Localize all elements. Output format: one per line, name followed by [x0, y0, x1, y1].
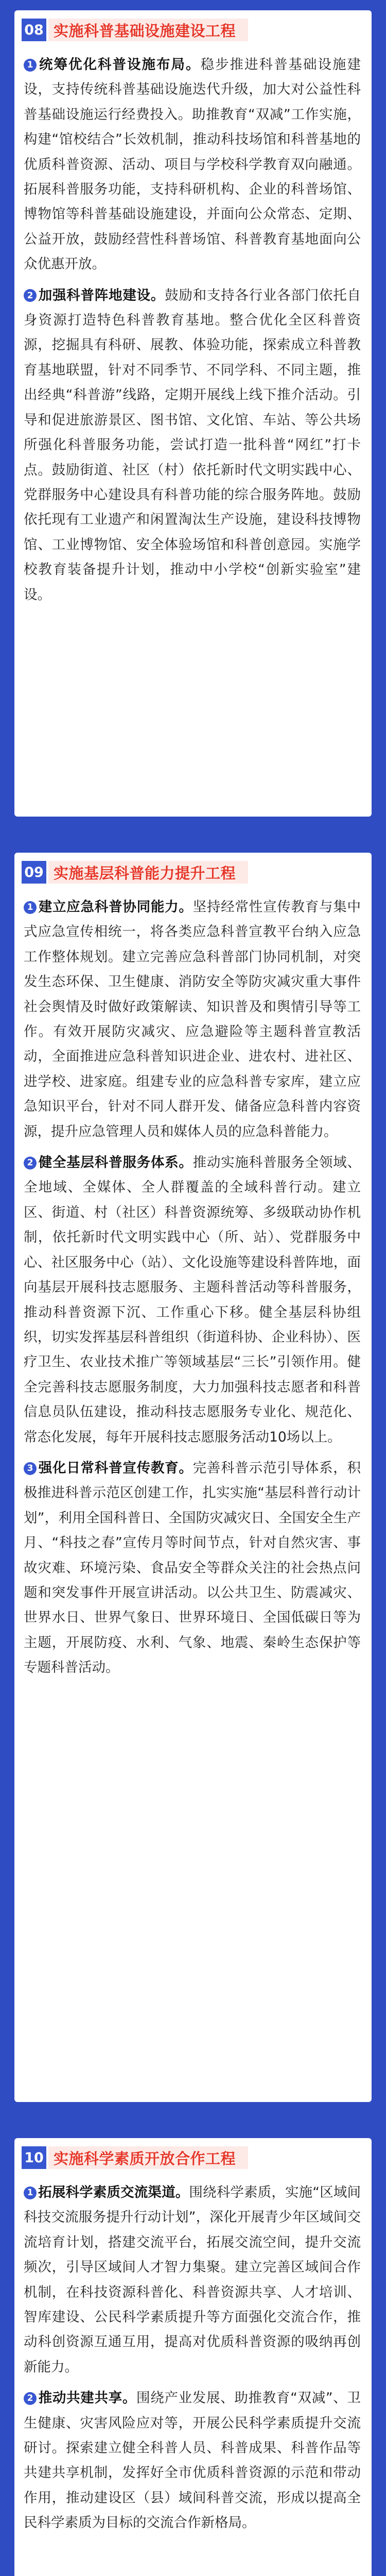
- section-header: [22, 861, 248, 884]
- item-number-badge: 1: [24, 901, 37, 914]
- item-lead: 强化日常科普宣传教育。: [38, 1460, 193, 1476]
- section-number: 10: [22, 2146, 48, 2169]
- item-number-badge: 1: [24, 59, 37, 72]
- item-lead: 拓展科学素质交流渠道。: [38, 2184, 189, 2200]
- item-paragraph: [24, 895, 361, 1144]
- item-text: 推动实施科普服务全领域、全地域、全媒体、全人群覆盖的全域科普行动。建立区、街道、村（社区）科普资源统筹、多级联动协作机制，依托新时代文明实践中心（所、站）、党群服务中心、社区服务中心（站）、文化设施等建设科普阵地，面向基层开展科技志愿服务、主题科普活动等科普服务，推动科普资源下沉、工作重心下移。健全基层科协组织，切实发挥基层科普组织（街道科协、企业科协）、医疗卫生、农业技术推广等领域基层“三长”引领作用。健全完善科技志愿服务制度，大力加强科技志愿者和科普信息员队伍建设，推动科技志愿服务专业化、规范化、常态化发展，每年开展科技志愿服务活动10场以上。: [24, 1155, 361, 1445]
- section-header: [22, 2146, 248, 2169]
- section-card-09: [14, 853, 372, 2102]
- item-lead: 推动共建共享。: [38, 2390, 137, 2406]
- item-lead: 建立应急科普协同能力。: [38, 899, 193, 915]
- item-number-badge: 2: [24, 1157, 37, 1170]
- item-number-badge: 3: [24, 1462, 37, 1475]
- section-card-10: [14, 2138, 372, 2576]
- item-text: 完善科普示范引导体系，积极推进科普示范区创建工作，扎实实施“基层科普行动计划”，利用全国科普日、全国防灾减灾日、全国安全生产月、“科技之春”宣传月等时间节点，针对自然灾害、事故灾难、环境污染、食品安全等群众关注的社会热点问题和突发事件开展宣讲活动。以公共卫生、防震减灾、世界水日、世界气象日、世界环境日、全国低碳日等为主题，开展防疫、水利、气象、地震、秦岭生态保护等专题科普活动。: [24, 1460, 361, 1676]
- section-number: 08: [22, 19, 48, 41]
- item-text: 稳步推进科普基础设施建设，支持传统科普基础设施迭代升级，加大对公益性科普基础设施运行经费投入。助推教育“双减”工作实施，构建“馆校结合”长效机制，推动科技场馆和科普基地的优质科普资源、活动、项目与学校科学教育双向融通。拓展科普服务功能，支持科研机构、企业的科普场馆、博物馆等科普基础设施建设，并面向公众常态、定期、公益开放，鼓励经营性科普场馆、科普教育基地面向公众优惠开放。: [24, 57, 361, 273]
- section-header: [22, 19, 248, 41]
- item-paragraph: [24, 2180, 361, 2380]
- item-paragraph: [24, 2386, 361, 2535]
- section-card-08: [14, 10, 372, 817]
- section-title: 实施基层科普能力提升工程: [54, 864, 236, 882]
- item-lead: 统筹优化科普设施布局。: [38, 57, 201, 73]
- item-paragraph: [24, 283, 361, 607]
- item-text: 鼓励和支持各行业各部门依托自身资源打造特色科普教育基地。整合优化全区科普资源，挖掘具有科研、展教、体验功能，探索成立科普教育基地联盟，针对不同季节、不同学科、不同主题，推出经典“科普游”线路，定期开展线上线下推介活动。引导和促进旅游景区、图书馆、文化馆、车站、等公共场所强化科普服务功能，尝试打造一批科普“网红”打卡点。鼓励街道、社区（村）依托新时代文明实践中心、党群服务中心建设具有科普功能的综合服务阵地。鼓励依托现有工业遗产和闲置淘汰生产设施，建设科技博物馆、工业博物馆、安全体验场馆和科普创意园。实施学校教育装备提升计划，推动中小学校“创新实验室”建设。: [24, 287, 361, 603]
- section-number: 09: [22, 861, 48, 884]
- section-body: [24, 53, 361, 614]
- item-text: 围绕产业发展、助推教育“双减”、卫生健康、灾害风险应对等，开展公民科学素质提升交流研讨。探索建立健全科普人员、科普成果、科普作品等共建共享机制，发挥好全市优质科普资源的示范和带动作用，推动建设区（县）域间科普交流，形成以提高全民科学素质为目标的交流合作新格局。: [24, 2390, 361, 2531]
- item-text: 坚持经常性宣传教育与集中式应急宣传相统一，将各类应急科普宣教平台纳入应急工作整体规划。建立完善应急科普部门协同机制，对突发生态环保、卫生健康、消防安全等防灾减灾重大事件社会舆情及时做好政策解读、知识普及和舆情引导等工作。有效开展防灾减灾、应急避险等主题科普宣教活动，全面推进应急科普知识进企业、进农村、进社区、进学校、进家庭。组建专业的应急科普专家库，建立应急知识平台，针对不同人群开发、储备应急科普内容资源，提升应急管理人员和媒体人员的应急科普能力。: [24, 899, 361, 1140]
- item-paragraph: [24, 1150, 361, 1450]
- section-body: [24, 895, 361, 1687]
- section-title: 实施科学素质开放合作工程: [54, 2149, 236, 2167]
- section-title: 实施科普基础设施建设工程: [54, 22, 236, 40]
- item-paragraph: [24, 53, 361, 277]
- item-number-badge: 2: [24, 2392, 37, 2405]
- section-body: [24, 2180, 361, 2542]
- item-text: 围绕科学素质，实施“区域间科技交流服务提升行动计划”，深化开展青少年区域间交流培育计划，搭建交流平台，拓展交流空间，提升交流频次，引导区域间人才智力集聚。建立完善区域间合作机制，在科技资源科普化、科普资源共享、人才培训、智库建设、公民科学素质提升等方面强化交流合作，推动科创资源互通互用，提高对优质科普资源的吸纳再创新能力。: [24, 2184, 361, 2375]
- item-lead: 健全基层科普服务体系。: [38, 1155, 193, 1171]
- item-number-badge: 2: [24, 289, 37, 302]
- item-lead: 加强科普阵地建设。: [38, 287, 165, 303]
- item-number-badge: 1: [24, 2187, 37, 2199]
- item-paragraph: [24, 1456, 361, 1681]
